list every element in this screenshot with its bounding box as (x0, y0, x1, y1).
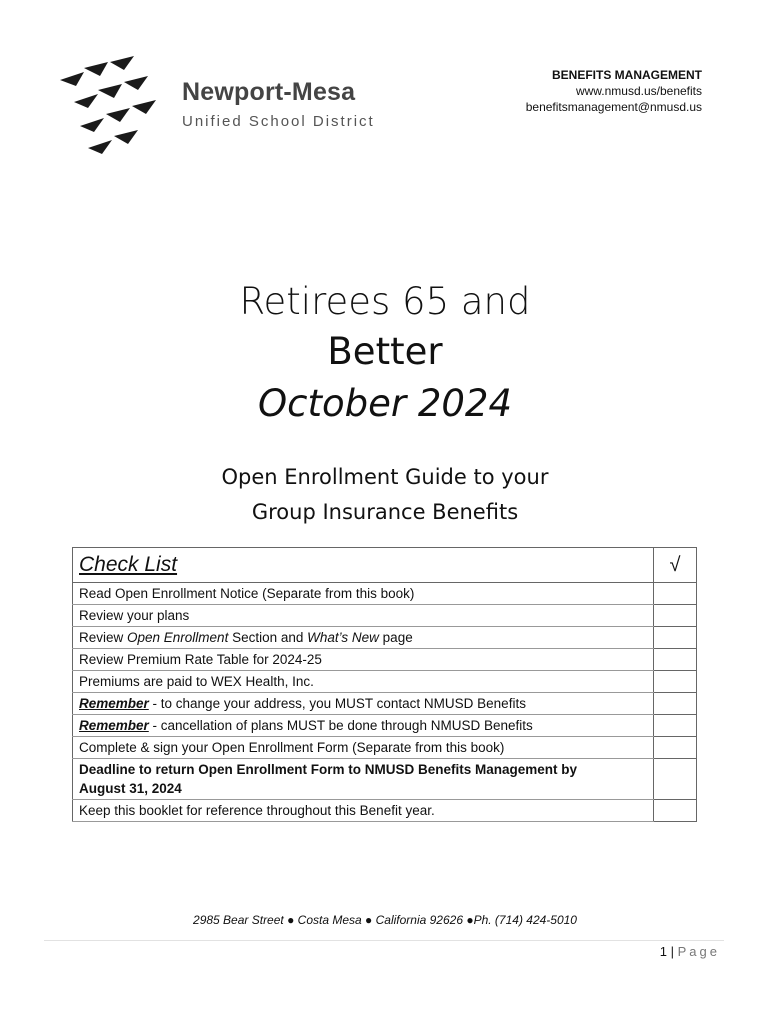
title-line-1: Retirees 65 and (239, 280, 531, 323)
checklist-row (73, 649, 697, 671)
subtitle-line-1: Open Enrollment Guide to your (221, 465, 549, 489)
checklist-row (73, 605, 697, 627)
district-logo-icon (58, 56, 168, 156)
website-link[interactable]: www.nmusd.us/benefits (575, 84, 702, 98)
org-subtitle: Unified School District (182, 113, 375, 130)
checklist-row (73, 671, 697, 693)
checkbox-cell[interactable] (654, 737, 697, 759)
checklist-item: Review Open Enrollment Section and What’s New page (73, 627, 654, 649)
checklist-row (73, 715, 697, 737)
checklist-header-row (73, 548, 697, 583)
contact-block (526, 67, 702, 115)
checklist-item: Read Open Enrollment Notice (Separate from this book) (73, 583, 654, 605)
checklist-item: Keep this booklet for reference throughout this Benefit year. (73, 800, 654, 822)
title-line-2: Better (327, 330, 443, 373)
checklist-item: Remember - cancellation of plans MUST be done through NMUSD Benefits (73, 715, 654, 737)
checkbox-cell[interactable] (654, 715, 697, 737)
check-mark-header: √ (654, 548, 697, 583)
checklist-item: Review Premium Rate Table for 2024-25 (73, 649, 654, 671)
checklist-row (73, 800, 697, 822)
title-line-3: October 2024 (258, 382, 512, 425)
checkbox-cell[interactable] (654, 627, 697, 649)
page-number: 1 | Page (659, 944, 720, 959)
checklist-item: Premiums are paid to WEX Health, Inc. (73, 671, 654, 693)
checklist-item: Review your plans (73, 605, 654, 627)
checklist-row-deadline (73, 759, 697, 800)
checklist-row (73, 737, 697, 759)
checklist-item: Complete & sign your Open Enrollment Form (Separate from this book) (73, 737, 654, 759)
checkbox-cell[interactable] (654, 671, 697, 693)
checkbox-cell[interactable] (654, 605, 697, 627)
checklist-item: Remember - to change your address, you MUST contact NMUSD Benefits (73, 693, 654, 715)
checkbox-cell[interactable] (654, 649, 697, 671)
checkbox-cell[interactable] (654, 800, 697, 822)
subtitle-line-2: Group Insurance Benefits (251, 500, 519, 524)
footer-divider (44, 940, 724, 941)
checklist-row (73, 583, 697, 605)
checklist-table (72, 547, 697, 822)
footer-address: 2985 Bear Street ● Costa Mesa ● California 92626 ●Ph. (714) 424-5010 (193, 913, 577, 927)
checklist-row (73, 627, 697, 649)
checklist-item-deadline: Deadline to return Open Enrollment Form to NMUSD Benefits Management by August 31, 2024 (73, 759, 654, 800)
checkbox-cell[interactable] (654, 759, 697, 800)
checkbox-cell[interactable] (654, 693, 697, 715)
checklist-header: Check List (73, 548, 654, 583)
email-link[interactable]: benefitsmanagement@nmusd.us (525, 100, 702, 114)
dept-name: BENEFITS MANAGEMENT (552, 68, 702, 82)
checklist-row (73, 693, 697, 715)
checkbox-cell[interactable] (654, 583, 697, 605)
org-name: Newport-Mesa (182, 78, 356, 106)
